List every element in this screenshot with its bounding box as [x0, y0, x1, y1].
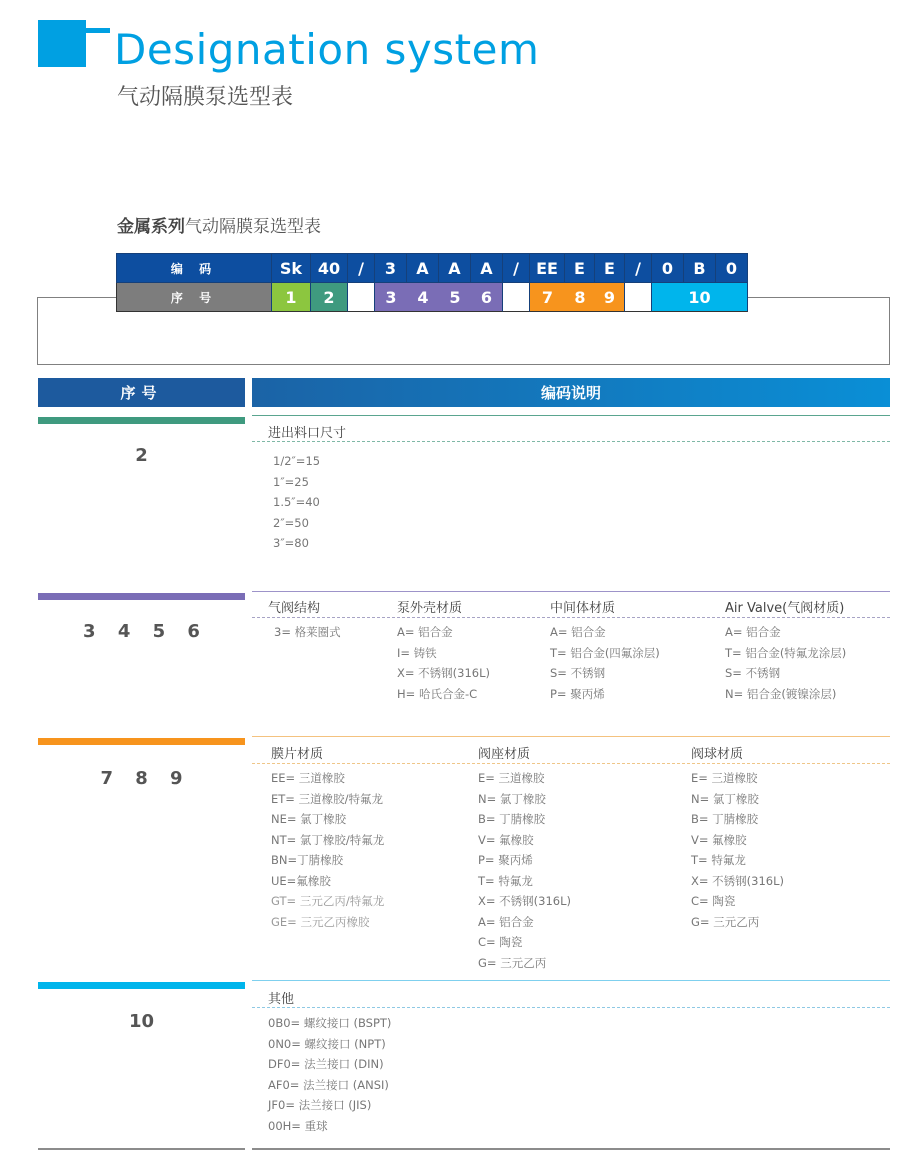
index-row-label: 序 号 [117, 283, 272, 312]
code-cell: E [595, 254, 625, 283]
list-item: 2″=50 [273, 515, 309, 530]
list-item: P= 聚丙烯 [478, 853, 533, 867]
index-cell-blank [625, 283, 652, 312]
section-bar [38, 982, 245, 989]
section-number: 7 8 9 [100, 768, 183, 789]
section-divider [252, 1007, 890, 1008]
list-item: EE= 三道橡胶 [271, 771, 345, 785]
list-item: UE=氟橡胶 [271, 873, 331, 888]
section-number: 3 4 5 6 [83, 621, 200, 642]
header-index: 序号 [38, 378, 245, 407]
list-item: 0N0= 螺纹接口 (NPT) [268, 1036, 386, 1051]
list-item: B= 丁腈橡胶 [691, 812, 759, 826]
code-cell: B [684, 254, 716, 283]
list-item: T= 特氟龙 [478, 873, 533, 888]
list-item: N= 氯丁橡胶 [478, 791, 546, 806]
list-item: N= 氯丁橡胶 [691, 791, 759, 806]
list-item: G= 三元乙丙 [478, 955, 547, 970]
index-cell-blank [348, 283, 375, 312]
code-cell: / [503, 254, 530, 283]
list-item: A= 铝合金 [550, 625, 606, 639]
bottom-divider-left [38, 1148, 245, 1150]
section-topline [252, 736, 890, 737]
code-cell: Sk [272, 254, 311, 283]
section-bar [38, 738, 245, 745]
list-item: NE= 氯丁橡胶 [271, 812, 347, 826]
column-title: 其他 [268, 992, 295, 1007]
section-topline [252, 980, 890, 981]
index-row [116, 283, 748, 312]
index-cell: 4 [407, 283, 439, 312]
section-title-rest: 气动隔膜泵选型表 [185, 217, 321, 237]
list-item: P= 聚丙烯 [550, 686, 605, 701]
list-item: 3″=80 [273, 536, 309, 550]
code-cell: E [565, 254, 595, 283]
list-item: X= 不锈钢(316L) [397, 666, 490, 680]
list-item: V= 氟橡胶 [478, 832, 534, 847]
list-item: ET= 三道橡胶/特氟龙 [271, 791, 383, 806]
section-divider [252, 763, 890, 764]
list-item: N= 铝合金(镀镍涂层) [725, 686, 837, 701]
code-cell: A [407, 254, 439, 283]
list-item: GT= 三元乙丙/特氟龙 [271, 894, 385, 908]
code-table [116, 253, 748, 312]
list-item: X= 不锈钢(316L) [691, 873, 784, 888]
code-cell: 40 [311, 254, 348, 283]
section-topline [252, 591, 890, 592]
column-items [397, 622, 490, 704]
section-topline [252, 415, 890, 416]
list-item: S= 不锈钢 [550, 666, 606, 680]
index-cell: 9 [595, 283, 625, 312]
column-items [268, 1013, 391, 1136]
list-item: C= 陶瓷 [478, 935, 523, 949]
index-cell-blank [503, 283, 530, 312]
column-title: Air Valve(气阀材质) [725, 601, 845, 616]
index-cell: 8 [565, 283, 595, 312]
column-items [273, 451, 320, 554]
column-title: 阀球材质 [691, 747, 744, 762]
index-cell: 1 [272, 283, 311, 312]
list-item: 3= 格莱圈式 [274, 625, 341, 639]
index-cell: 3 [375, 283, 407, 312]
code-cell: 3 [375, 254, 407, 283]
section-number: 10 [128, 1011, 155, 1032]
list-item: I= 铸铁 [397, 645, 437, 660]
list-item: H= 哈氏合金-C [397, 686, 478, 701]
section-divider [252, 617, 890, 618]
list-item: C= 陶瓷 [691, 894, 736, 908]
index-cell: 7 [530, 283, 565, 312]
list-item: E= 三道橡胶 [691, 771, 758, 785]
code-row [116, 253, 748, 283]
list-item: T= 铝合金(四氟涂层) [550, 645, 660, 660]
column-title: 进出料口尺寸 [268, 426, 347, 441]
list-item: A= 铝合金 [397, 625, 453, 639]
section-number: 2 [135, 445, 148, 466]
section-bar [38, 417, 245, 424]
list-item: S= 不锈钢 [725, 666, 781, 680]
list-item: 1.5″=40 [273, 495, 320, 509]
list-item: T= 特氟龙 [691, 853, 746, 867]
code-row-label: 编 码 [117, 254, 272, 283]
column-title: 中间体材质 [550, 601, 616, 616]
index-cell: 6 [471, 283, 503, 312]
code-cell: A [439, 254, 471, 283]
list-item: A= 铝合金 [478, 914, 534, 929]
list-item: B= 丁腈橡胶 [478, 812, 546, 826]
column-title: 阀座材质 [478, 747, 531, 762]
section-divider [252, 441, 890, 442]
list-item: DF0= 法兰接口 (DIN) [268, 1057, 384, 1071]
section-bar [38, 593, 245, 600]
bottom-divider-right [252, 1148, 890, 1150]
index-cell: 10 [652, 283, 748, 312]
code-cell: A [471, 254, 503, 283]
header-description: 编码说明 [252, 378, 890, 407]
list-item: G= 三元乙丙 [691, 914, 760, 929]
logo-notch [86, 33, 110, 67]
list-item: V= 氟橡胶 [691, 832, 747, 847]
list-item: A= 铝合金 [725, 625, 781, 639]
list-item: BN=丁腈橡胶 [271, 853, 344, 867]
list-item: 1″=25 [273, 474, 309, 489]
list-item: GE= 三元乙丙橡胶 [271, 914, 370, 929]
list-item: 00H= 重球 [268, 1118, 328, 1133]
index-cell: 2 [311, 283, 348, 312]
section-title-bold: 金属系列 [117, 217, 185, 237]
page-subtitle: 气动隔膜泵选型表 [117, 85, 294, 110]
column-items [274, 622, 341, 643]
list-item: 1/2″=15 [273, 454, 321, 468]
column-title: 泵外壳材质 [397, 601, 463, 616]
code-cell: / [348, 254, 375, 283]
column-items [691, 768, 784, 932]
column-items [271, 768, 384, 932]
list-item: NT= 氯丁橡胶/特氟龙 [271, 832, 385, 847]
code-cell: 0 [716, 254, 748, 283]
list-item: E= 三道橡胶 [478, 771, 545, 785]
code-cell: / [625, 254, 652, 283]
column-title: 气阀结构 [268, 601, 321, 616]
list-item: T= 铝合金(特氟龙涂层) [725, 645, 847, 660]
column-title: 膜片材质 [271, 747, 324, 762]
index-cell: 5 [439, 283, 471, 312]
column-items [550, 622, 660, 704]
code-cell: 0 [652, 254, 684, 283]
list-item: X= 不锈钢(316L) [478, 894, 571, 908]
column-items [478, 768, 571, 973]
section-title [117, 215, 321, 239]
list-item: JF0= 法兰接口 (JIS) [268, 1098, 372, 1112]
page-title: Designation system [114, 25, 540, 74]
list-item: 0B0= 螺纹接口 (BSPT) [268, 1016, 392, 1030]
list-item: AF0= 法兰接口 (ANSI) [268, 1077, 389, 1092]
column-items [725, 622, 846, 704]
code-cell: EE [530, 254, 565, 283]
